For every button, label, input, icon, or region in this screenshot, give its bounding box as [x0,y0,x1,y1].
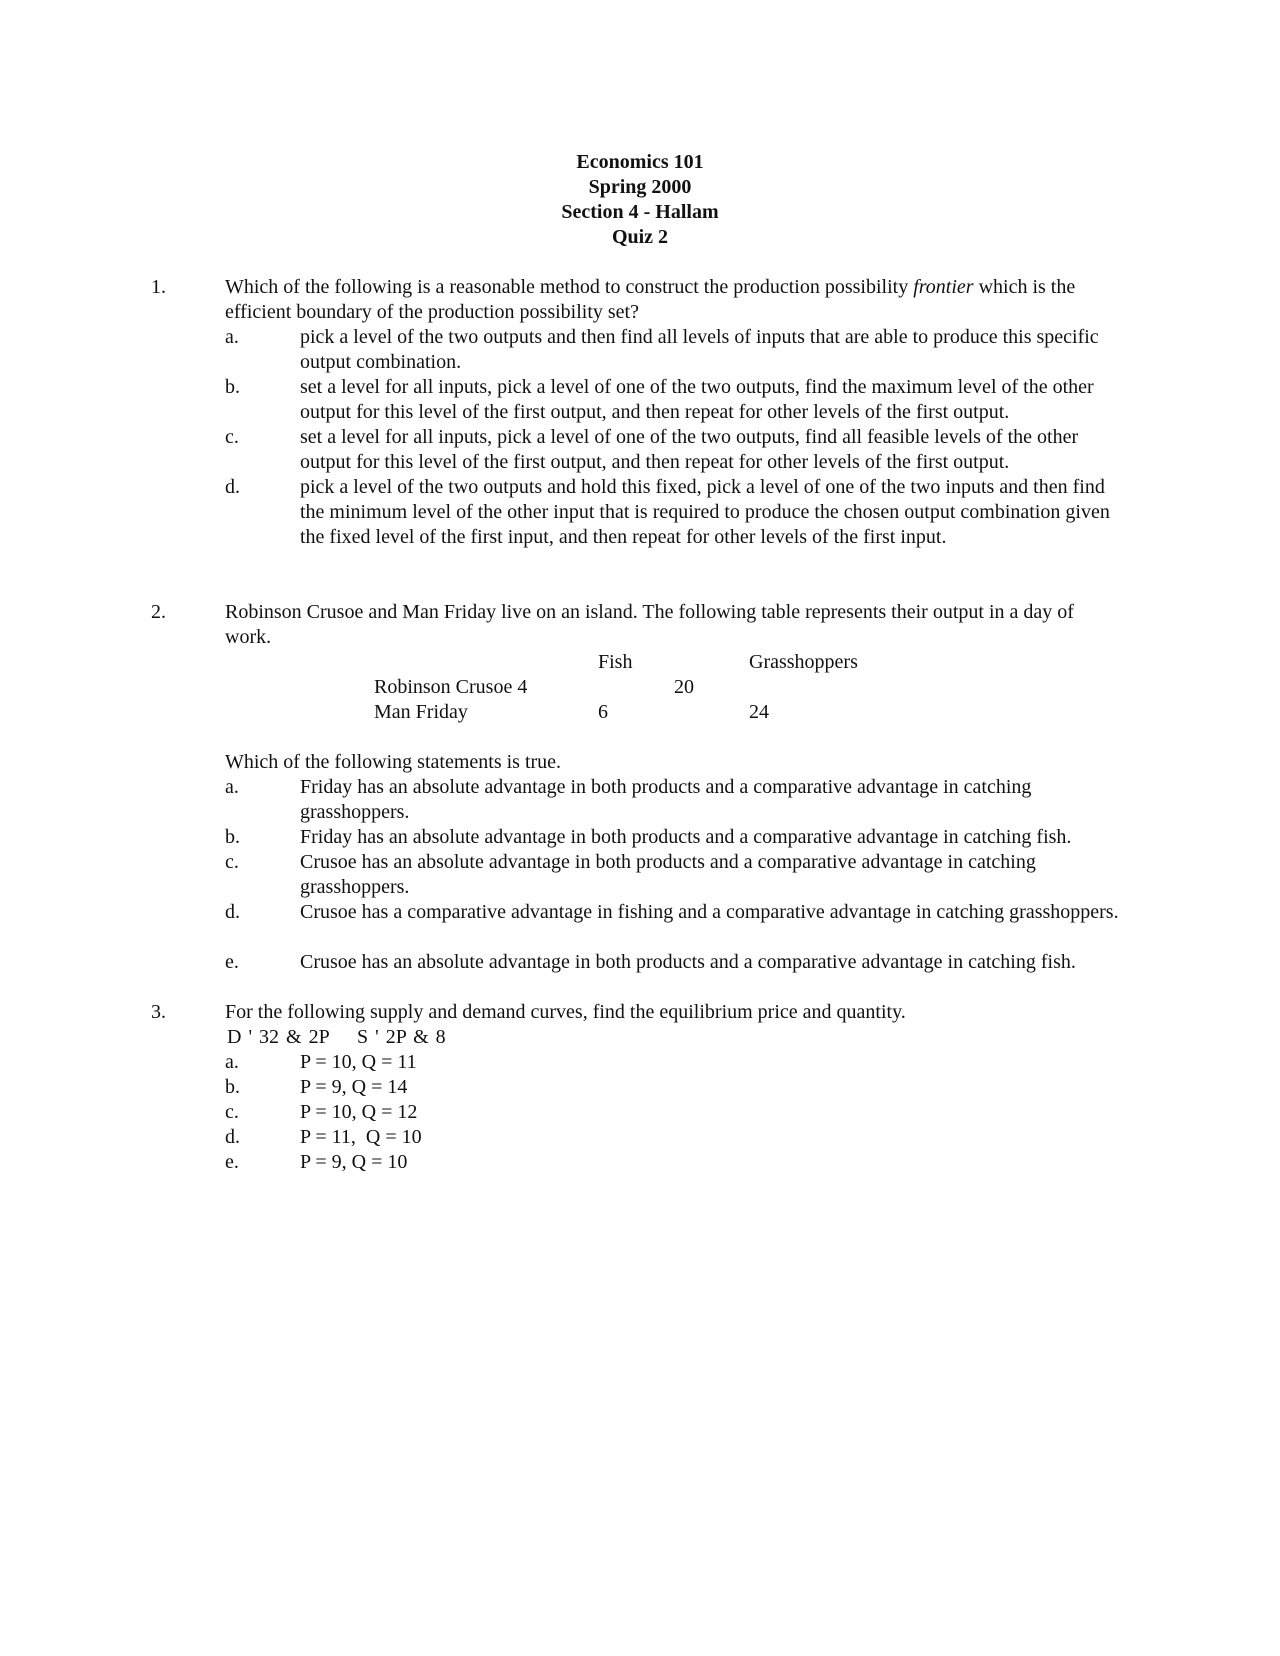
term: Spring 2000 [588,176,692,198]
table-cell: 24 [749,701,769,723]
option-text: Friday has an absolute advantage in both products and a comparative advantage in catching grasshoppers. [300,776,1032,823]
question-stem: For the following supply and demand curves, find the equilibrium price and quantity. [225,1001,906,1023]
table-row-label: Man Friday [374,701,468,723]
option-letter: c. [225,851,239,873]
table-cell: 6 [598,701,608,723]
option-text: pick a level of the two outputs and then find all levels of inputs that are able to produce this specific output combination. [300,326,1099,373]
option-letter: d. [225,476,240,498]
option-letter: e. [225,951,239,973]
table-header-fish: Fish [598,651,633,673]
table-header-grasshoppers: Grasshoppers [749,651,858,673]
table-row-label: Robinson Crusoe 4 [374,676,528,698]
emphasis-frontier: frontier [913,276,974,298]
question-stem: Robinson Crusoe and Man Friday live on an island. The following table represents their output in a day of work. [225,601,1074,648]
option-text: Crusoe has an absolute advantage in both products and a comparative advantage in catching grasshoppers. [300,851,1036,898]
course-title: Economics 101 [576,151,704,173]
option-letter: a. [225,326,239,348]
option-letter: e. [225,1151,239,1173]
option-letter: b. [225,1076,240,1098]
option-letter: b. [225,376,240,398]
option-text: set a level for all inputs, pick a level of one of the two outputs, find the maximum level of the other output for this level of the first output, and then repeat for other levels of the first output. [300,376,1094,423]
option-letter: b. [225,826,240,848]
option-text: P = 11, Q = 10 [300,1126,422,1148]
option-text: P = 9, Q = 10 [300,1151,408,1173]
question-number: 3. [151,1001,166,1023]
option-letter: d. [225,1126,240,1148]
option-letter: a. [225,1051,239,1073]
option-letter: c. [225,426,239,448]
option-text: pick a level of the two outputs and hold this fixed, pick a level of one of the two inputs and then find the minimum level of the other input that is required to produce the chosen output combination given the fixed level of the first input, and then repeat for other levels of the first input. [300,476,1110,548]
quiz-header [0,150,1280,250]
option-text: P = 9, Q = 14 [300,1076,408,1098]
question-number: 2. [151,601,166,623]
question-prompt: Which of the following statements is true. [225,751,562,773]
supply-demand-equations: D ' 32 & 2P S ' 2P & 8 [227,1026,446,1048]
option-text: P = 10, Q = 12 [300,1101,418,1123]
option-text: P = 10, Q = 11 [300,1051,417,1073]
option-letter: c. [225,1101,239,1123]
question-number: 1. [151,276,166,298]
option-text: Crusoe has an absolute advantage in both products and a comparative advantage in catching fish. [300,951,1076,973]
quiz-title: Quiz 2 [611,226,669,248]
option-letter: a. [225,776,239,798]
section-instructor: Section 4 - Hallam [561,201,719,223]
option-text: Friday has an absolute advantage in both products and a comparative advantage in catching fish. [300,826,1072,848]
question-stem: Which of the following is a reasonable method to construct the production possibility frontier which is the efficient boundary of the production possibility set? [225,276,1076,323]
option-text: set a level for all inputs, pick a level of one of the two outputs, find all feasible levels of the other output for this level of the first output, and then repeat for other levels of the first output. [300,426,1079,473]
option-text: Crusoe has a comparative advantage in fishing and a comparative advantage in catching grasshoppers. [300,901,1119,923]
table-cell: 20 [674,676,694,698]
option-letter: d. [225,901,240,923]
